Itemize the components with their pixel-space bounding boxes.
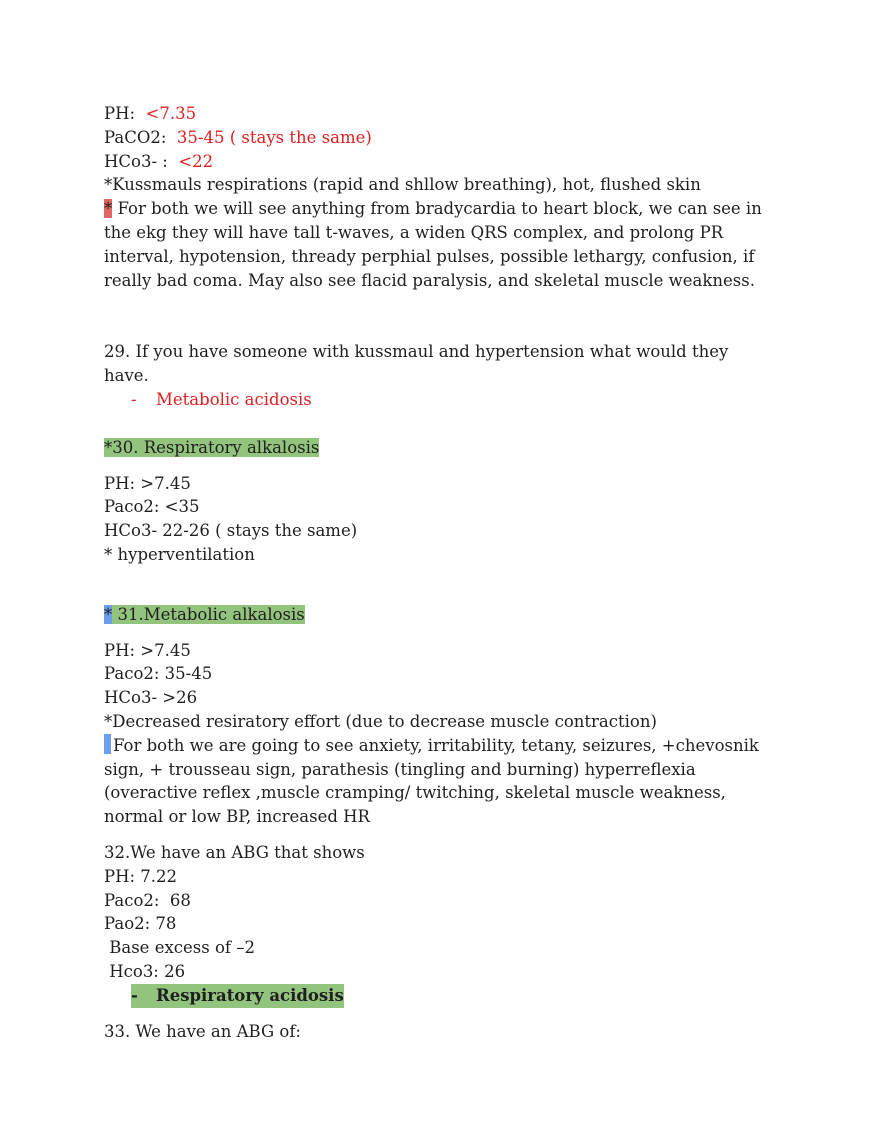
heading-31 [104,603,774,627]
q32-line-2: Paco2: 68 [104,890,191,910]
question-29: 29. If you have someone with kussmaul and hypertension what would they have. [104,342,734,386]
answer-29-text: Metabolic acidosis [156,389,312,409]
both-text-1: For both we will see anything from bradycardia to heart block, we can see in the ekg they will have tall t-waves, a widen QRS complex, and prolong PR interval, hypotension, thready perphial pulses, possible lethargy, confusion, if really bad coma. May also see flacid paralysis, and skeletal muscle weakness. [104,199,768,290]
both-text-2: For both we are going to see anxiety, irritability, tetany, seizures, +chevosnik sign, + trousseau sign, parathesis (tingling and burning) hyperreflexia (overactive reflex ,muscle cramping/ twitching, skeletal muscle weakness, normal or low BP, increased HR [104,735,765,827]
hco3-label: HCo3- : [104,151,179,171]
ph-value: <7.35 [145,104,197,123]
q32-line-5: Hco3: 26 [104,961,186,981]
answer-32-highlight [131,984,344,1008]
q31-line-3: HCo3- >26 [104,688,198,708]
q30-line-3: HCo3- 22-26 ( stays the same) [104,521,358,541]
answer-32-text: Respiratory acidosis [156,985,344,1005]
heading-30 [104,436,774,460]
question-32: 32.We have an ABG that shows [104,842,365,862]
q31-line-2: Paco2: 35-45 [104,664,213,684]
q31-line-4: *Decreased resiratory effort (due to decrease muscle contraction) [104,711,657,731]
blue-star-marker: * [104,604,113,624]
q32-line-3: Pao2: 78 [104,914,177,934]
heading-30-text: *30. Respiratory alkalosis [104,437,320,457]
heading-31-text: 31.Metabolic alkalosis [112,604,305,624]
document-body [104,102,774,1043]
both-paragraph-1 [104,197,774,292]
q32-line-1: PH: 7.22 [104,866,178,886]
blue-bar-marker [104,734,111,754]
ph-label: PH: [104,104,146,123]
q30-line-1: PH: >7.45 [104,473,191,493]
hco3-line [104,150,774,174]
answer-32 [104,984,774,1008]
q32-line-4: Base excess of –2 [104,938,255,958]
q31-line-1: PH: >7.45 [104,640,191,660]
kussmaul-line: *Kussmauls respirations (rapid and shllow breathing), hot, flushed skin [104,175,701,195]
q30-line-4: * hyperventilation [104,544,255,564]
dash-bullet: - [131,985,138,1005]
question-33: 33. We have an ABG of: [104,1021,301,1041]
paco2-value: 35-45 ( stays the same) [176,127,372,147]
paco2-label: PaCO2: [104,127,177,147]
q30-line-2: Paco2: <35 [104,497,200,517]
answer-29 [104,388,774,412]
paco2-line [104,126,774,150]
red-star-marker: * [104,199,113,219]
both-paragraph-2 [104,734,774,829]
ph-line [104,102,774,126]
dash-bullet: - [131,389,137,409]
hco3-value: <22 [178,151,214,171]
